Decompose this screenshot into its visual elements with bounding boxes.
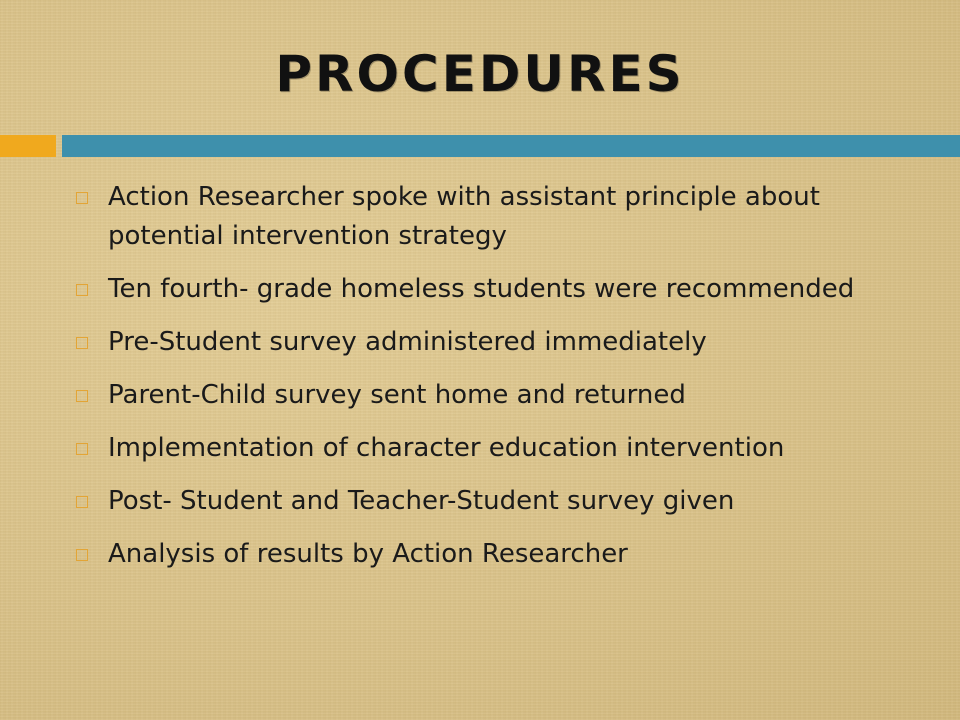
square-bullet-icon	[76, 549, 88, 561]
list-item	[76, 323, 916, 362]
list-item	[76, 482, 916, 521]
bullet-text: Pre-Student survey administered immediately	[108, 327, 707, 357]
list-item	[76, 178, 916, 256]
square-bullet-icon	[76, 284, 88, 296]
bullet-text: Post- Student and Teacher-Student survey given	[108, 486, 735, 516]
square-bullet-icon	[76, 192, 88, 204]
bullet-text: Ten fourth- grade homeless students were recommended	[108, 274, 855, 304]
bullet-text: Implementation of character education intervention	[108, 433, 785, 463]
bullet-text: Analysis of results by Action Researcher	[108, 539, 628, 569]
square-bullet-icon	[76, 337, 88, 349]
list-item	[76, 429, 916, 468]
square-bullet-icon	[76, 443, 88, 455]
list-item	[76, 376, 916, 415]
title-underline-accent-orange	[0, 135, 56, 157]
square-bullet-icon	[76, 496, 88, 508]
list-item	[76, 270, 916, 309]
title-underline-accent-blue	[62, 135, 960, 157]
bullet-list	[76, 178, 916, 588]
list-item	[76, 535, 916, 574]
bullet-text: Action Researcher spoke with assistant principle about potential intervention strategy	[108, 182, 820, 251]
bullet-text: Parent-Child survey sent home and returned	[108, 380, 686, 410]
slide-title: PROCEDURES	[275, 45, 685, 103]
square-bullet-icon	[76, 390, 88, 402]
